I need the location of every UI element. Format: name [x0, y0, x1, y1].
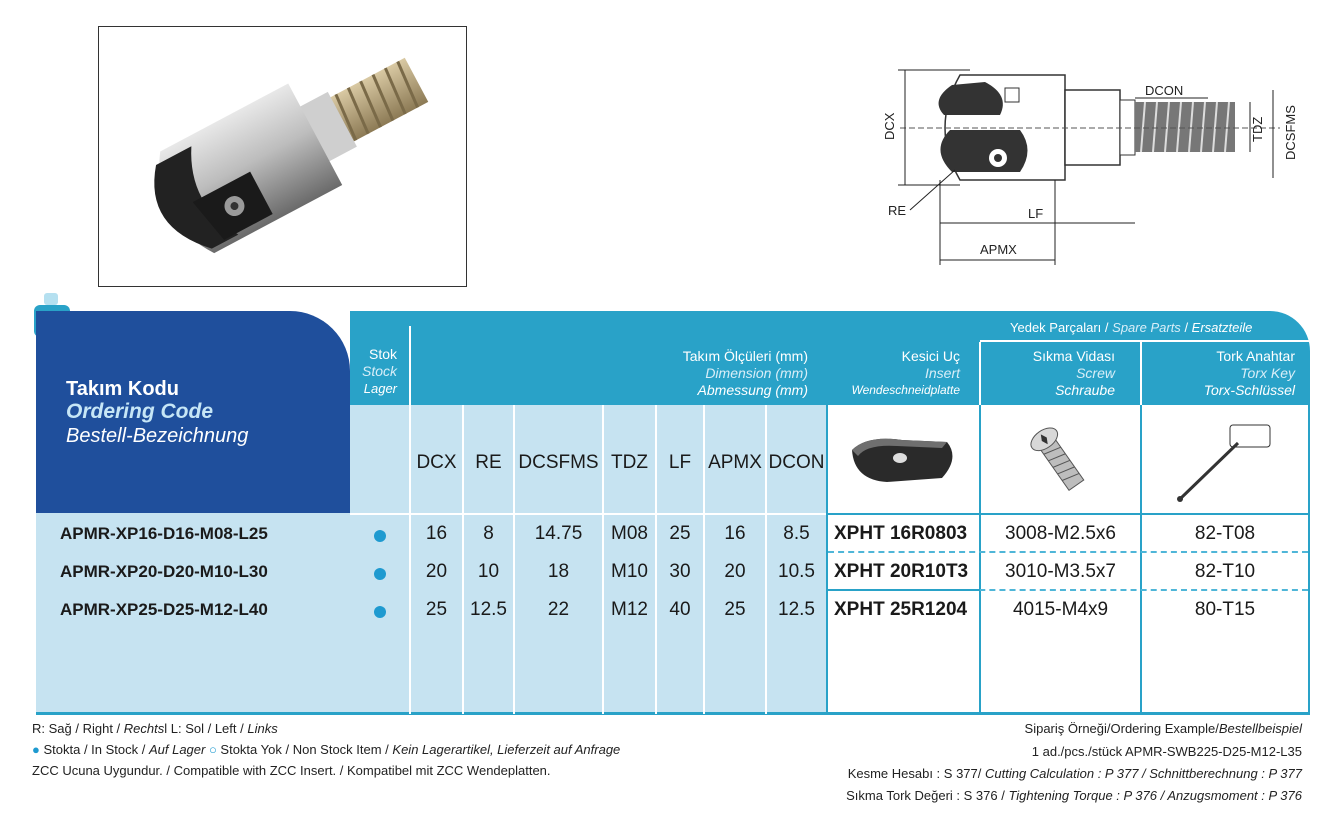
footer-order-a: Sipariş Örneği/Ordering Example/	[1024, 721, 1219, 736]
row-1-apmx: 16	[724, 523, 746, 544]
screw-en: Screw	[1076, 365, 1115, 381]
footer-cutting-calc	[700, 766, 1302, 781]
no-stock-circle-icon: ○	[205, 742, 217, 757]
stock-tr: Stok	[368, 346, 397, 362]
screw-header	[985, 348, 1115, 399]
footer-stock-a: Stokta / In Stock /	[39, 742, 149, 757]
row-1-key: 82-T08	[1194, 523, 1256, 544]
ordering-code-header	[36, 311, 350, 513]
col-tdz: TDZ	[611, 452, 648, 473]
insert-image	[842, 430, 962, 490]
row-1-re: 8	[483, 523, 494, 544]
row-2-dcsfms: 18	[547, 561, 570, 582]
insert-tr: Kesici Uç	[901, 348, 960, 364]
insert-header	[830, 348, 960, 399]
key-en: Torx Key	[1240, 365, 1295, 381]
footer-order-code: 1 ad./pcs./stück APMR-SWB225-D25-M12-L35	[1031, 744, 1302, 759]
col-apmx: APMX	[708, 452, 762, 473]
row-2-lf: 30	[669, 561, 691, 582]
row-1-lf: 25	[669, 523, 691, 544]
row-1-dcsfms: 14.75	[534, 523, 583, 544]
row-2-apmx: 20	[724, 561, 746, 582]
col-dcx: DCX	[416, 452, 457, 473]
row-3-screw: 4015-M4x9	[1012, 599, 1109, 620]
row-2-stock-dot	[374, 568, 386, 580]
footer-legend-direction	[32, 721, 278, 736]
footer-dir-b: Rechts	[123, 721, 165, 736]
row-3-stock-dot	[374, 606, 386, 618]
col-dcon: DCON	[768, 452, 825, 473]
row-3-tdz: M12	[611, 599, 648, 620]
footer-stock-c: Stokta Yok / Non Stock Item /	[216, 742, 393, 757]
row-2-screw: 3010-M3.5x7	[1005, 561, 1116, 582]
stock-en: Stock	[361, 363, 397, 379]
diagram-dcsfms-label: DCSFMS	[1283, 105, 1298, 160]
insert-de: Wendeschneidplatte	[851, 383, 960, 397]
product-photo	[98, 26, 467, 287]
screw-de: Schraube	[1055, 382, 1115, 398]
spare-parts-header: Yedek Parçaları / Spare Parts / Ersatzteile	[1010, 320, 1253, 335]
row-2-re: 10	[477, 561, 500, 582]
row-3-dcx: 25	[425, 599, 448, 620]
footer-dir-d: Links	[247, 721, 278, 736]
footer-order-example	[760, 721, 1302, 736]
footer-dir-c: l L: Sol / Left /	[164, 721, 248, 736]
ordering-code-de: Bestell-Bezeichnung	[66, 425, 249, 447]
diagram-tdz-label: TDZ	[1250, 116, 1265, 142]
footer-stock-b: Auf Lager	[148, 742, 206, 757]
row-2-key: 82-T10	[1194, 561, 1256, 582]
row-3-lf: 40	[669, 599, 691, 620]
footer-cut-b: Cutting Calculation : P 377 / Schnittberechnung : P 377	[984, 766, 1302, 781]
screw-image	[1020, 420, 1100, 500]
footer-torque-a: Sıkma Tork Değeri : S 376 /	[846, 788, 1009, 803]
footer-cut-a: Kesme Hesabı : S 377/	[847, 766, 985, 781]
diagram-dcx-label: DCX	[882, 112, 897, 140]
row-1-dcx: 16	[425, 523, 448, 544]
key-header	[1145, 348, 1295, 399]
diagram-re-label: RE	[888, 203, 907, 218]
spare-parts-tr: Yedek Parçaları /	[1010, 320, 1109, 335]
row-1-tdz: M08	[611, 523, 648, 544]
tool-dimension-diagram	[860, 60, 1310, 280]
row-1-dcon: 8.5	[783, 523, 810, 544]
footer-legend-stock	[32, 742, 620, 757]
row-2-dcx: 20	[425, 561, 448, 582]
col-lf: LF	[668, 452, 692, 473]
spare-parts-en: Spare Parts	[1112, 320, 1181, 335]
diagram-apmx-label: APMX	[980, 242, 1017, 257]
key-de: Torx-Schlüssel	[1203, 382, 1295, 398]
footer-compatible: ZCC Ucuna Uygundur. / Compatible with ZCC Insert. / Kompatibel mit ZCC Wendeplatten.	[32, 763, 551, 778]
row-2-code: APMR-XP20-D20-M10-L30	[60, 562, 268, 581]
footer-stock-d: Kein Lagerartikel, Lieferzeit auf Anfrage	[392, 742, 621, 757]
row-1-screw: 3008-M2.5x6	[1005, 523, 1116, 544]
stock-dot-icon: ●	[32, 742, 40, 757]
ordering-code-en: Ordering Code	[66, 400, 214, 423]
row-3-apmx: 25	[724, 599, 746, 620]
footer-torque	[700, 788, 1302, 803]
ordering-code-tr: Takım Kodu	[66, 378, 179, 400]
row-3-insert: XPHT 25R1204	[834, 599, 968, 620]
diagram-lf-label: LF	[1028, 206, 1044, 221]
dimension-header	[560, 348, 808, 399]
row-3-key: 80-T15	[1194, 599, 1256, 620]
row-3-code: APMR-XP25-D25-M12-L40	[60, 600, 268, 619]
screw-tr: Sıkma Vidası	[1032, 348, 1115, 364]
row-1-stock-dot	[374, 530, 386, 542]
diagram-dcon-label: DCON	[1145, 83, 1184, 98]
dimension-en: Dimension (mm)	[705, 365, 808, 381]
col-dcsfms: DCSFMS	[518, 452, 599, 473]
key-tr: Tork Anahtar	[1216, 348, 1295, 364]
insert-en: Insert	[924, 365, 960, 381]
spare-parts-de: Ersatzteile	[1191, 320, 1253, 335]
footer-torque-b: Tightening Torque : P 376 / Anzugsmoment : P 376	[1008, 788, 1302, 803]
stock-header	[352, 346, 397, 397]
footer-order-b: Bestellbeispiel	[1218, 721, 1302, 736]
footer-dir-a: R: Sağ / Right /	[32, 721, 124, 736]
row-2-dcon: 10.5	[778, 561, 815, 582]
dimension-tr: Takım Ölçüleri (mm)	[682, 348, 808, 364]
stock-de: Lager	[363, 381, 397, 396]
torx-key-image	[1170, 415, 1285, 505]
row-2-insert: XPHT 20R10T3	[834, 561, 969, 582]
row-1-insert: XPHT 16R0803	[834, 523, 968, 544]
row-2-tdz: M10	[611, 561, 648, 582]
row-1-code: APMR-XP16-D16-M08-L25	[60, 524, 268, 543]
row-3-dcon: 12.5	[778, 599, 815, 620]
dimension-de: Abmessung (mm)	[697, 382, 808, 398]
row-3-dcsfms: 22	[547, 599, 570, 620]
col-re: RE	[475, 452, 502, 473]
row-3-re: 12.5	[470, 599, 507, 620]
